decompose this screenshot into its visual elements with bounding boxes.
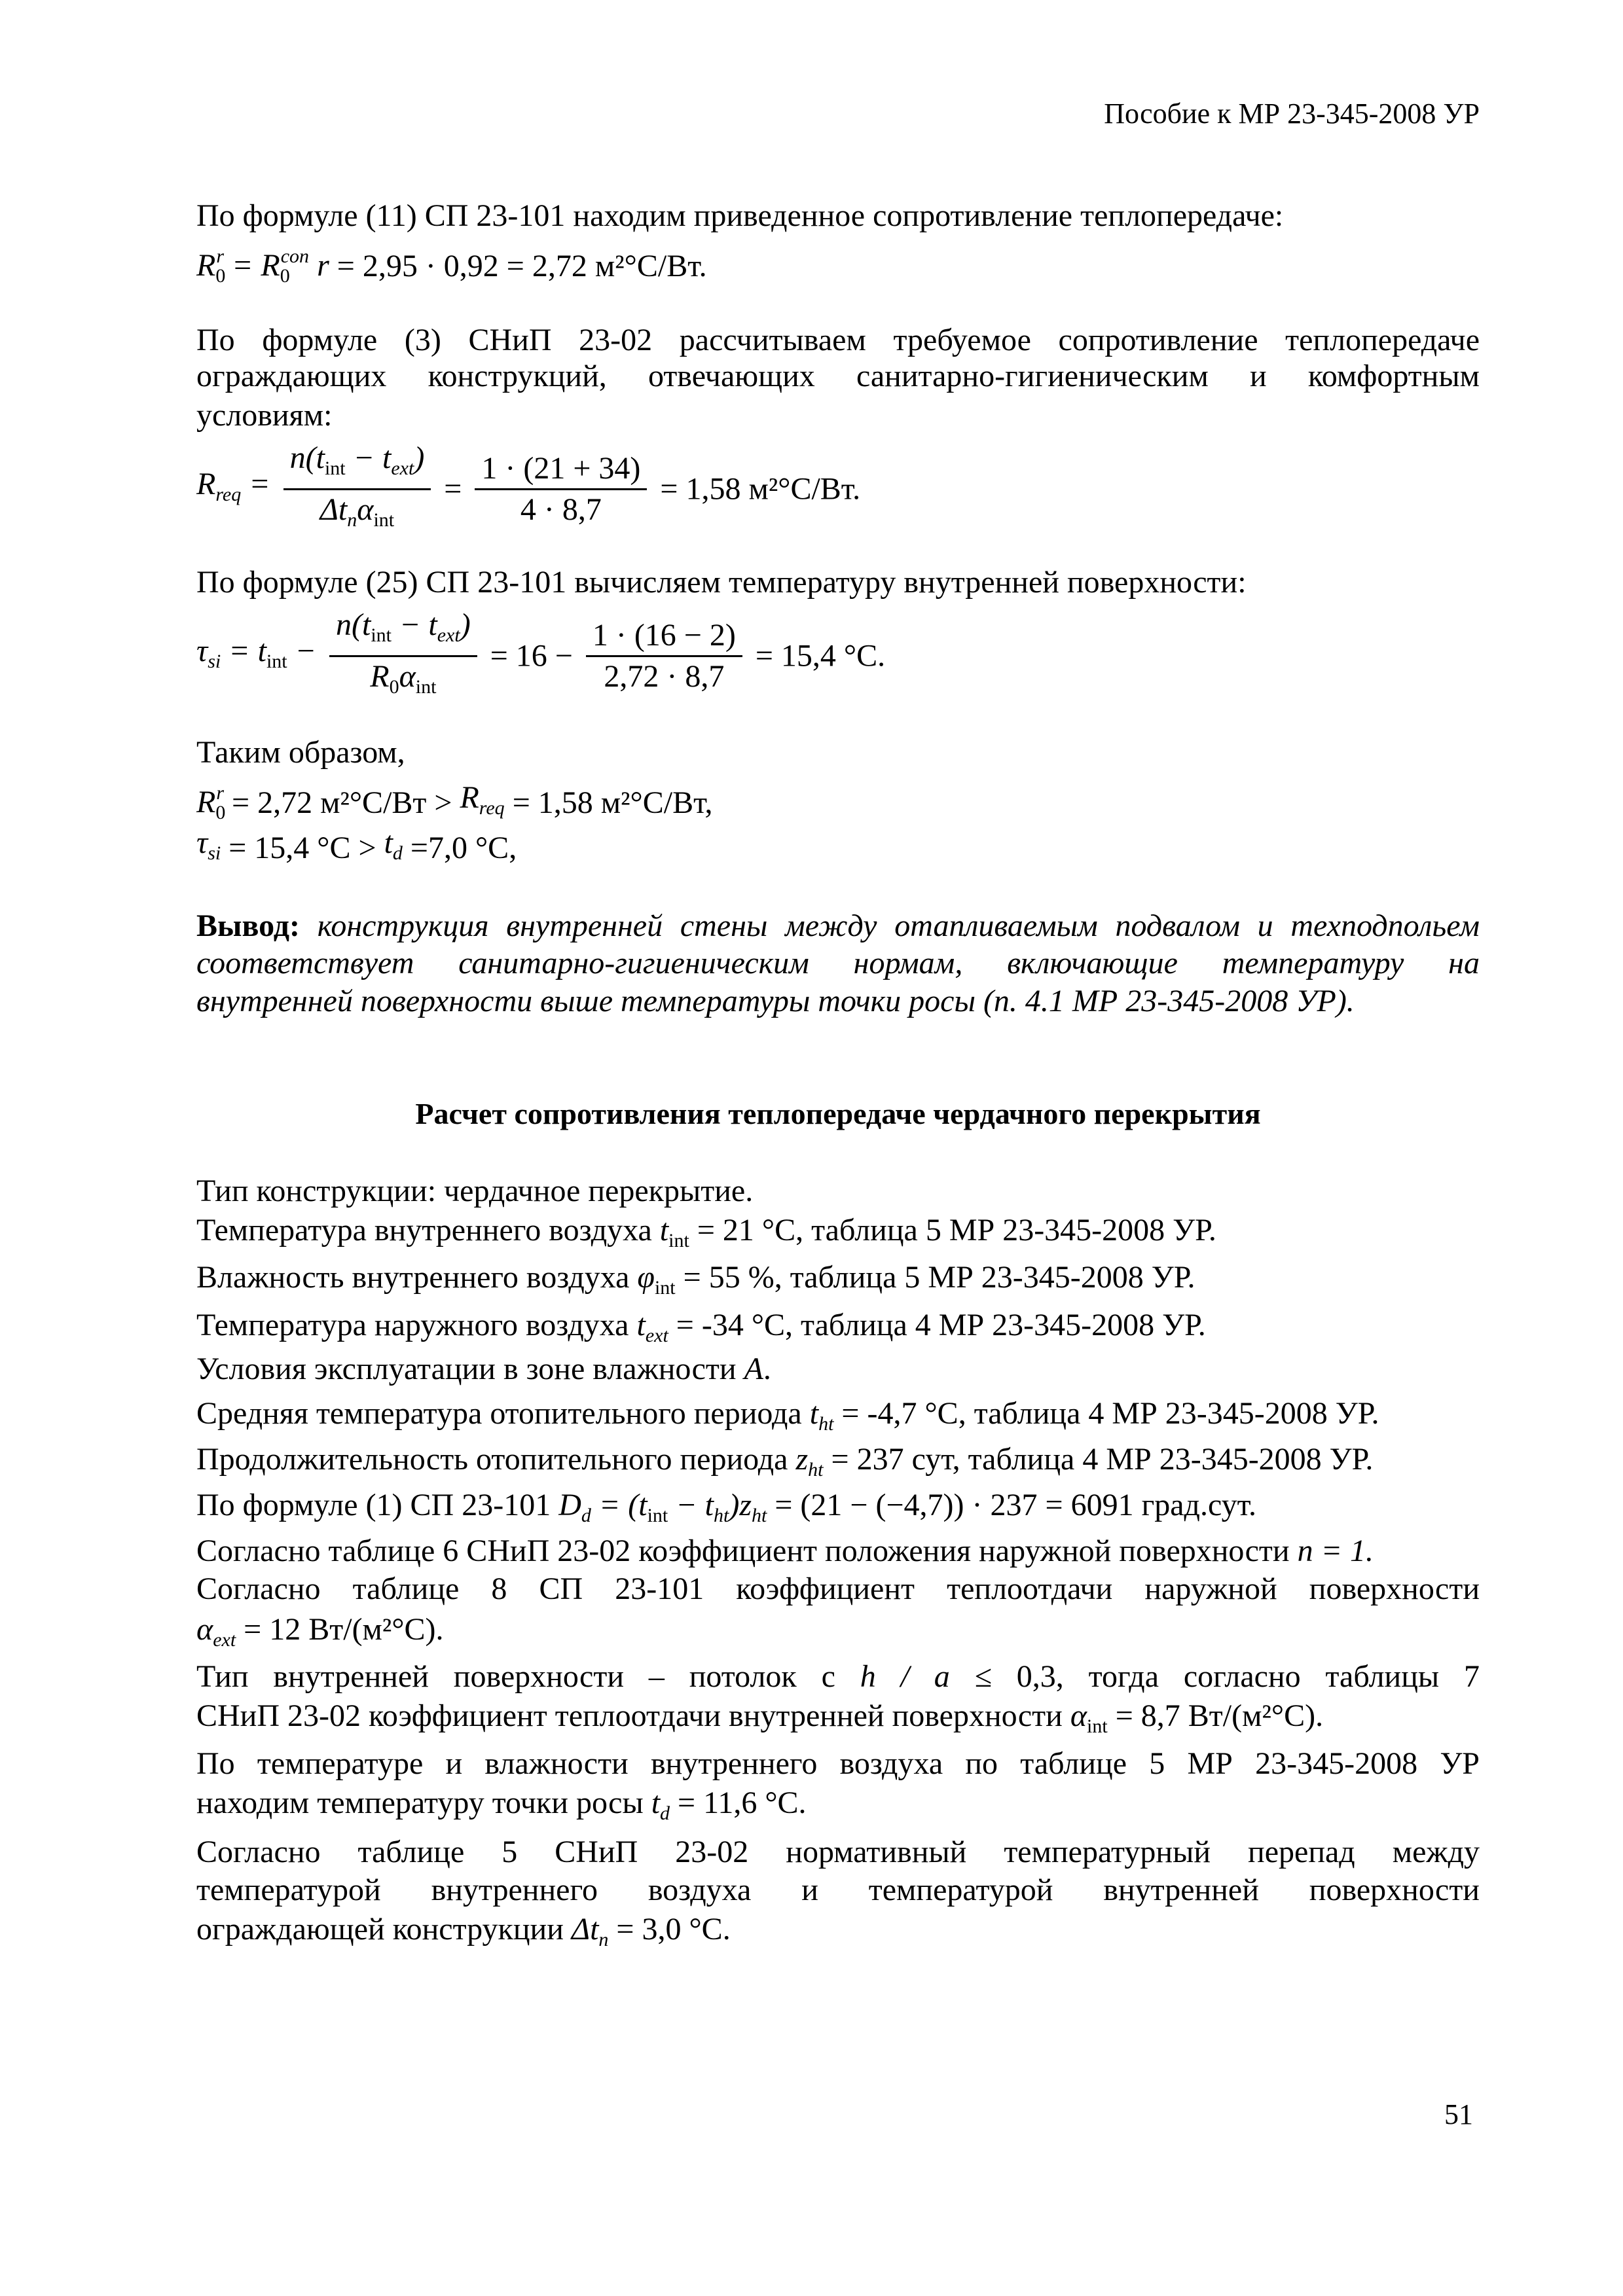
param-dew-point-line1: По температуре и влажности внутреннего воздуха по таблице 5 МР 23-345-2008 УР (196, 1746, 1480, 1781)
fraction-left: $\frac{n(t_{int} - t_{ext})}{R_0\alpha_{int}}$ (329, 605, 477, 707)
param-dew-point-line2: находим температуру точки росы $t_d = 11,6$ °С. (196, 1785, 807, 1824)
param-temperature-difference-line3: ограждающей конструкции $\Delta t_n = 3,0$ °С. (196, 1912, 731, 1950)
document-page (196, 0, 1480, 2296)
param-degree-days: По формуле (1) СП 23-101 $D_d = (t_{int} - t_{ht})z_{ht} = (21 - (-4,7)) \cdot 237 = 6091$ град.сут. (196, 1488, 1257, 1526)
param-position-coefficient: Согласно таблице 6 СНиП 23-02 коэффициент положения наружной поверхности n = 1. (196, 1534, 1374, 1568)
comparison-temperature: $\tau_{si} = 15,4$ $^\circ С > t_d =7,0$ °С, (196, 825, 517, 865)
param-external-temperature: Температура наружного воздуха $t_{ext} = -34$ °С, таблица 4 МР 23-345-2008 УР. (196, 1308, 1206, 1346)
conclusion-line3: внутренней поверхности выше температуры точки росы (п. 4.1 МР 23-345-2008 УР). (196, 984, 1355, 1018)
comparison-resistance: $R_0^r = 2,72$ $м^2^\circ С/Вт > R_{req} = 1,58$ м²°С/Вт, (196, 780, 713, 823)
page-header: Пособие к МР 23-345-2008 УР (1104, 98, 1480, 130)
paragraph-required-resistance-line1: По формуле (3) СНиП 23-02 рассчитываем требуемое сопротивление теплопередаче (196, 323, 1480, 357)
param-external-heat-transfer-line2: $\alpha_{ext} = 12$ Вт/(м²°С). (196, 1612, 444, 1651)
param-humidity-zone: Условия эксплуатации в зоне влажности А. (196, 1352, 771, 1386)
fraction-right: $\frac{1 \cdot (21 + 34)}{4 \cdot 8,7}$ (475, 449, 647, 529)
param-heating-period-duration: Продолжительность отопительного периода $z_{ht} = 237$ сут, таблица 4 МР 23-345-2008 УР. (196, 1442, 1374, 1480)
section-heading: Расчет сопротивления теплопередаче чердачного перекрытия (415, 1097, 1261, 1130)
page-number: 51 (1444, 2098, 1473, 2130)
paragraph-thus: Таким образом, (196, 735, 405, 770)
paragraph-required-resistance-line3: условиям: (196, 398, 333, 433)
param-internal-surface-line2: СНиП 23-02 коэффициент теплоотдачи внутренней поверхности $\alpha_{int} = 8,7$ Вт/(м²°С). (196, 1698, 1324, 1737)
fraction-left: $\frac{n(t_{int} - t_{ext})}{\Delta t_n\alpha_{int}}$ (283, 439, 431, 540)
formula-surface-temperature: $\tau_{si} = t_{int}$ − $\frac{n(t_{int} - t_{ext})}{R_0\alpha_{int}}$ = 16 − $\frac{1 \cdot (16 - 2)}{2,72 \cdot 8,7}$ = 15,4 °С. (196, 605, 885, 707)
formula-required-resistance: $R_{req}$ = $\frac{n(t_{int} - t_{ext})}{\Delta t_n\alpha_{int}}$ = $\frac{1 \cdot (21 + 34)}{4 \cdot 8,7}$ = 1,58 м²°С/Вт. (196, 439, 860, 540)
paragraph-surface-temperature: По формуле (25) СП 23-101 вычисляем температуру внутренней поверхности: (196, 565, 1247, 600)
param-internal-temperature: Температура внутреннего воздуха $t_{int} = 21$ °С, таблица 5 МР 23-345-2008 УР. (196, 1213, 1216, 1251)
conclusion-line1: Вывод: конструкция внутренней стены между отапливаемым подвалом и техподпольем (196, 908, 1480, 943)
param-heating-period-temperature: Средняя температура отопительного периода $t_{ht} = -4,7$ °С, таблица 4 МР 23-345-2008 УР. (196, 1396, 1379, 1435)
param-internal-surface-line1: Тип внутренней поверхности – потолок с h / a ≤ 0,3, тогда согласно таблицы 7 (196, 1659, 1480, 1694)
conclusion-line2: соответствует санитарно-гигиеническим нормам, включающие температуру на (196, 946, 1480, 980)
param-external-heat-transfer-line1: Согласно таблице 8 СП 23-101 коэффициент теплоотдачи наружной поверхности (196, 1571, 1480, 1606)
paragraph-required-resistance-line2: ограждающих конструкций, отвечающих санитарно-гигиеническим и комфортным (196, 359, 1480, 393)
paragraph-reduced-resistance: По формуле (11) СП 23-101 находим приведенное сопротивление теплопередаче: (196, 198, 1284, 233)
fraction-right: $\frac{1 \cdot (16 - 2)}{2,72 \cdot 8,7}$ (586, 616, 742, 696)
param-temperature-difference-line1: Согласно таблице 5 СНиП 23-02 нормативный температурный перепад между (196, 1835, 1480, 1869)
param-construction-type: Тип конструкции: чердачное перекрытие. (196, 1174, 754, 1208)
param-temperature-difference-line2: температурой внутреннего воздуха и температурой внутренней поверхности (196, 1873, 1480, 1907)
param-internal-humidity: Влажность внутреннего воздуха $\varphi_{int} = 55$ %, таблица 5 МР 23-345-2008 УР. (196, 1260, 1195, 1299)
formula-reduced-resistance: $R_0^r = R_0^{con}$ r = 2,95 · 0,92 = 2,72 м²°С/Вт. (196, 245, 707, 287)
